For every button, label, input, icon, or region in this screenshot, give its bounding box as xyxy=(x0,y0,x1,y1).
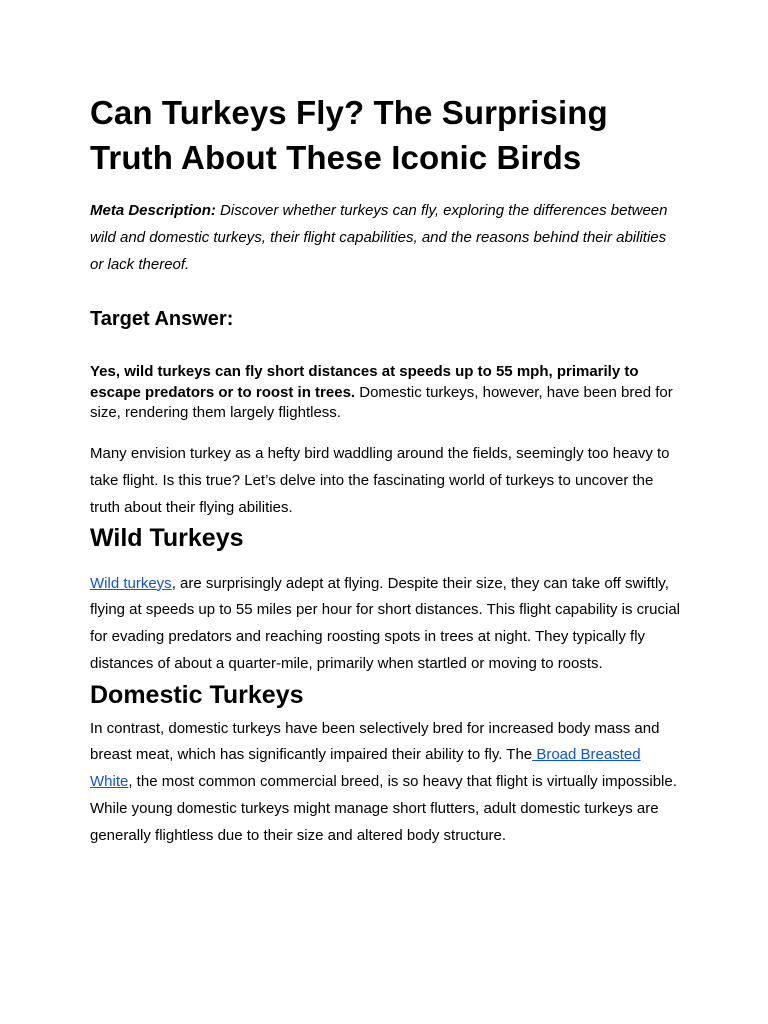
target-answer-rest: Domestic turkeys, however, have been bred for size, rendering them largely flightless. xyxy=(90,383,673,421)
meta-description-label: Meta Description: xyxy=(90,202,216,219)
meta-description-text: Discover whether turkeys can fly, exploring the differences between wild and domestic turkeys, their flight capabilities, and the reasons behind their abilities or lack thereof. xyxy=(90,202,668,273)
domestic-turkeys-heading: Domestic Turkeys xyxy=(90,680,304,709)
article-body xyxy=(90,90,682,850)
wild-turkeys-link[interactable]: Wild turkeys xyxy=(90,574,172,592)
domestic-text-before: In contrast, domestic turkeys have been selectively bred for increased body mass and breast meat, which has significantly impaired their ability to fly. The xyxy=(90,719,660,764)
wild-turkeys-paragraph xyxy=(90,571,682,678)
target-answer-bold: Yes, wild turkeys can fly short distances at speeds up to 55 mph, primarily to escape predators or to roost in trees. xyxy=(90,363,639,401)
broad-breasted-white-link[interactable]: Broad Breasted White xyxy=(90,746,641,791)
wild-turkeys-text: , are surprisingly adept at flying. Despite their size, they can take off swiftly, flying at speeds up to 55 miles per hour for short distances. This flight capability is crucial for evading predators and reaching roosting spots in trees at night. They typically fly distances of about a quarter-mile, primarily when startled or moving to roosts. xyxy=(90,574,681,672)
article-title: Can Turkeys Fly? The Surprising Truth About These Iconic Birds xyxy=(90,94,608,176)
target-answer-heading: Target Answer: xyxy=(90,308,234,330)
meta-description xyxy=(90,197,682,278)
target-answer-paragraph xyxy=(90,362,682,424)
domestic-turkeys-paragraph xyxy=(90,716,682,850)
wild-turkeys-heading: Wild Turkeys xyxy=(90,523,244,552)
domestic-text-after: , the most common commercial breed, is so heavy that flight is virtually impossible. While young domestic turkeys might manage short flutters, adult domestic turkeys are generally flightless due to their size and altered body structure. xyxy=(90,773,677,844)
intro-paragraph: Many envision turkey as a hefty bird waddling around the fields, seemingly too heavy to take flight. Is this true? Let’s delve into the fascinating world of turkeys to uncover the truth about their flying abilities. xyxy=(90,444,670,516)
